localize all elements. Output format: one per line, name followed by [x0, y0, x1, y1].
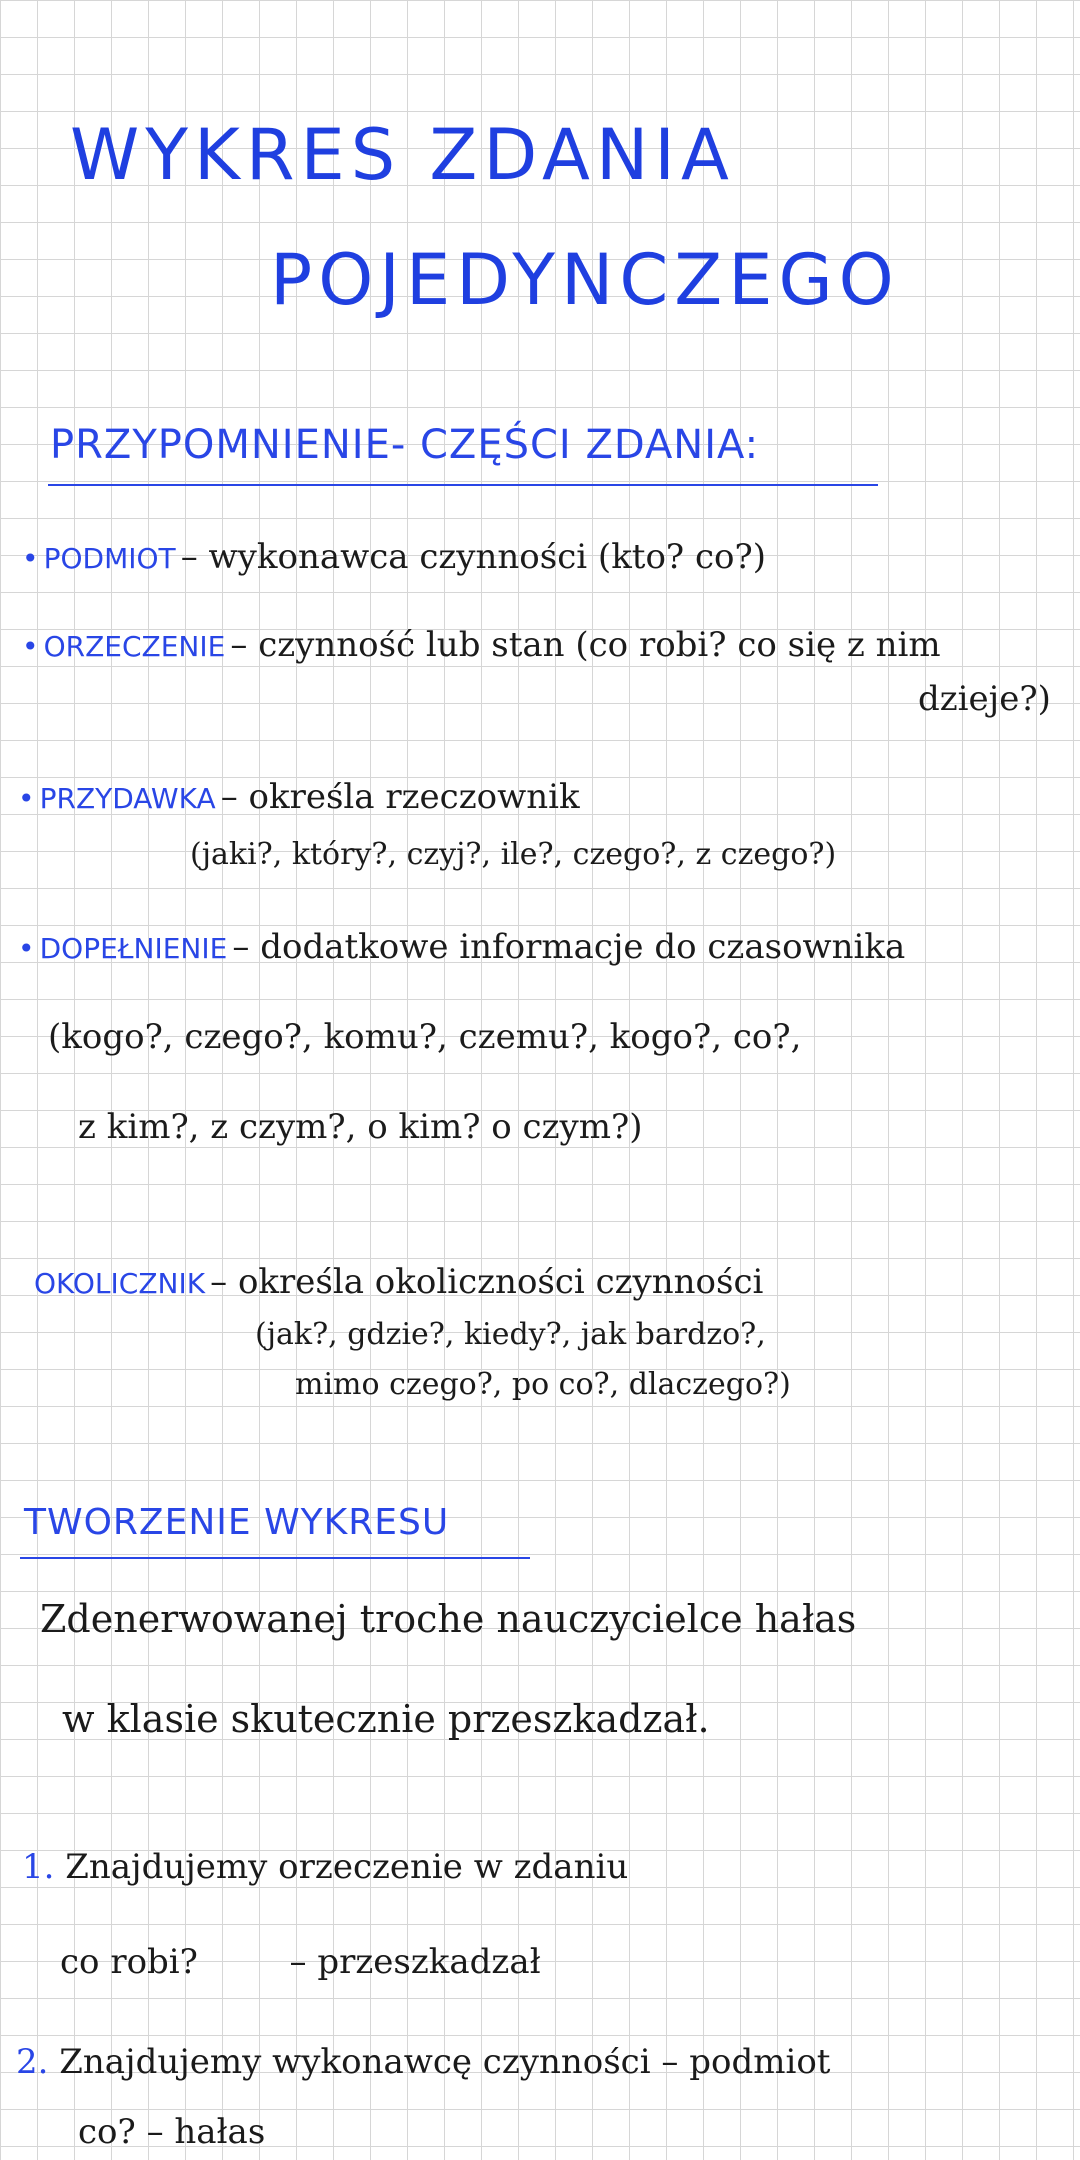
bullet-icon: • — [22, 542, 39, 575]
orzeczenie-label: ORZECZENIE — [43, 630, 226, 663]
step-1-question: co robi? — [60, 1942, 198, 1982]
step-2-qa — [78, 2112, 266, 2152]
step-2-number: 2. — [16, 2042, 49, 2082]
okolicznik-row — [34, 1262, 764, 1302]
dopelnienie-label: DOPEŁNIENIE — [39, 932, 228, 965]
dopelnienie-questions-2: z kim?, z czym?, o kim? o czym?) — [78, 1107, 643, 1147]
bullet-icon: • — [18, 782, 35, 815]
title-line-1: WYKRES ZDANIA — [70, 114, 735, 196]
step-1-text: Znajdujemy orzeczenie w zdaniu — [65, 1847, 629, 1887]
dopelnienie-desc: – dodatkowe informacje do czasownika — [232, 927, 906, 967]
orzeczenie-row — [22, 625, 941, 665]
dopelnienie-row — [18, 927, 906, 967]
przydawka-desc: – określa rzeczownik — [220, 777, 580, 817]
okolicznik-desc: – określa okoliczności czynności — [210, 1262, 764, 1302]
example-sentence-line-1: Zdenerwowanej troche nauczycielce hałas — [40, 1597, 857, 1641]
podmiot-row — [22, 537, 766, 577]
step-1-qa — [60, 1942, 541, 1982]
przydawka-row — [18, 777, 580, 817]
step-2-text: Znajdujemy wykonawcę czynności – podmiot — [59, 2042, 831, 2082]
dopelnienie-questions-1: (kogo?, czego?, komu?, czemu?, kogo?, co?, — [48, 1017, 802, 1057]
step-1-number: 1. — [22, 1847, 55, 1887]
step-2-answer: – hałas — [146, 2112, 266, 2152]
step-1 — [22, 1847, 629, 1887]
podmiot-label: PODMIOT — [43, 542, 176, 575]
step-1-answer: – przeszkadzał — [289, 1942, 541, 1982]
bullet-icon: • — [22, 630, 39, 663]
example-sentence-line-2: w klasie skutecznie przeszkadzał. — [62, 1697, 710, 1741]
step-2 — [16, 2042, 831, 2082]
orzeczenie-desc-continued: dzieje?) — [918, 679, 1051, 719]
creation-heading: TWORZENIE WYKRESU — [24, 1502, 450, 1543]
bullet-icon: • — [18, 932, 35, 965]
step-2-question: co? — [78, 2112, 136, 2152]
title-line-2: POJEDYNCZEGO — [270, 239, 900, 321]
przydawka-questions: (jaki?, który?, czyj?, ile?, czego?, z czego?) — [190, 837, 837, 872]
orzeczenie-desc: – czynność lub stan (co robi? co się z nim — [230, 625, 941, 665]
podmiot-desc: – wykonawca czynności (kto? co?) — [180, 537, 766, 577]
okolicznik-questions-1: (jak?, gdzie?, kiedy?, jak bardzo?, — [255, 1317, 766, 1352]
przydawka-label: PRZYDAWKA — [39, 782, 216, 815]
okolicznik-label: OKOLICZNIK — [34, 1267, 206, 1300]
creation-heading-underline — [20, 1557, 530, 1559]
reminder-heading: PRZYPOMNIENIE- CZĘŚCI ZDANIA: — [50, 422, 760, 468]
okolicznik-questions-2: mimo czego?, po co?, dlaczego?) — [295, 1367, 791, 1402]
reminder-heading-underline — [48, 484, 878, 486]
